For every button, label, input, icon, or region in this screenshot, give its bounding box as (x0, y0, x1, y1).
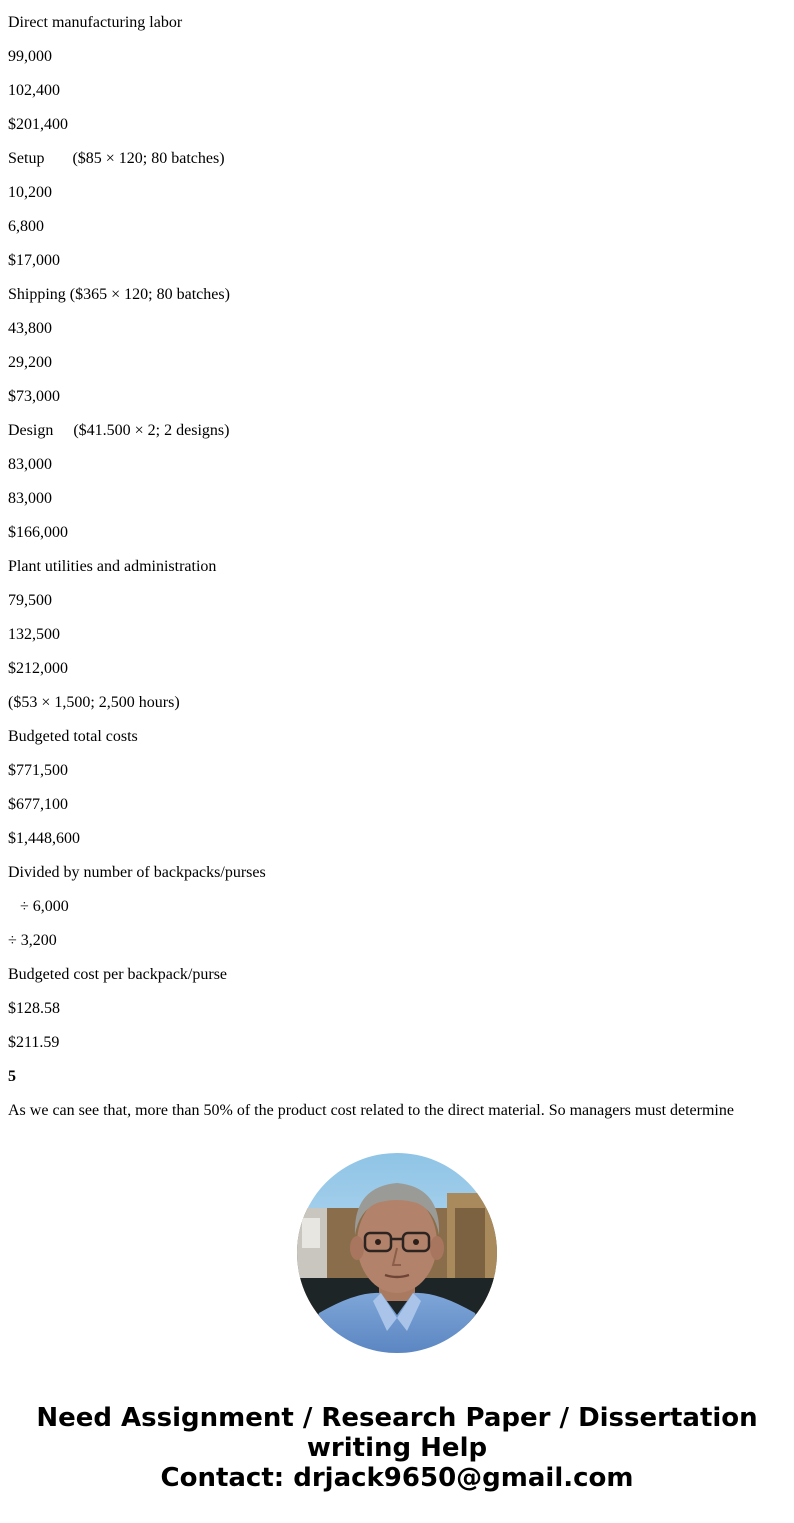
document-body (8, 14, 788, 1136)
banner-line-2: writing Help (306, 1433, 488, 1463)
text-line: 29,200 (8, 354, 52, 371)
text-line: ($53 × 1,500; 2,500 hours) (8, 694, 180, 711)
text-line: $211.59 (8, 1034, 60, 1051)
text-line: $771,500 (8, 762, 68, 779)
author-photo (297, 1153, 497, 1353)
text-line: ÷ 6,000 (8, 898, 69, 915)
text-line: Budgeted total costs (8, 728, 138, 745)
text-line: 79,500 (8, 592, 52, 609)
text-line: 43,800 (8, 320, 52, 337)
text-line: 102,400 (8, 82, 60, 99)
text-line: $212,000 (8, 660, 68, 677)
text-line: 83,000 (8, 490, 52, 507)
text-line: As we can see that, more than 50% of the product cost related to the direct material. So managers must determine (8, 1102, 734, 1119)
text-line: 10,200 (8, 184, 52, 201)
avatar-illustration (297, 1153, 497, 1353)
text-line: Design ($41.500 × 2; 2 designs) (8, 422, 230, 439)
text-line: Shipping ($365 × 120; 80 batches) (8, 286, 230, 303)
text-line: $677,100 (8, 796, 68, 813)
text-line: 99,000 (8, 48, 52, 65)
text-line: ÷ 3,200 (8, 932, 57, 949)
text-line: 6,800 (8, 218, 44, 235)
banner-contact-line[interactable]: Contact: drjack9650@gmail.com (160, 1463, 634, 1493)
text-line: Plant utilities and administration (8, 558, 217, 575)
text-line: 132,500 (8, 626, 60, 643)
text-line: $166,000 (8, 524, 68, 541)
text-line: Divided by number of backpacks/purses (8, 864, 266, 881)
text-line: $201,400 (8, 116, 68, 133)
text-line: Setup ($85 × 120; 80 batches) (8, 150, 225, 167)
text-line: Budgeted cost per backpack/purse (8, 966, 228, 983)
text-line: $17,000 (8, 252, 60, 269)
text-line: $1,448,600 (8, 830, 80, 847)
section-number: 5 (8, 1068, 16, 1085)
contact-banner (0, 1403, 794, 1493)
banner-line-1: Need Assignment / Research Paper / Dissertation (36, 1403, 758, 1433)
text-line: 83,000 (8, 456, 52, 473)
text-line: $128.58 (8, 1000, 60, 1017)
text-line: Direct manufacturing labor (8, 14, 183, 31)
text-line: $73,000 (8, 388, 60, 405)
